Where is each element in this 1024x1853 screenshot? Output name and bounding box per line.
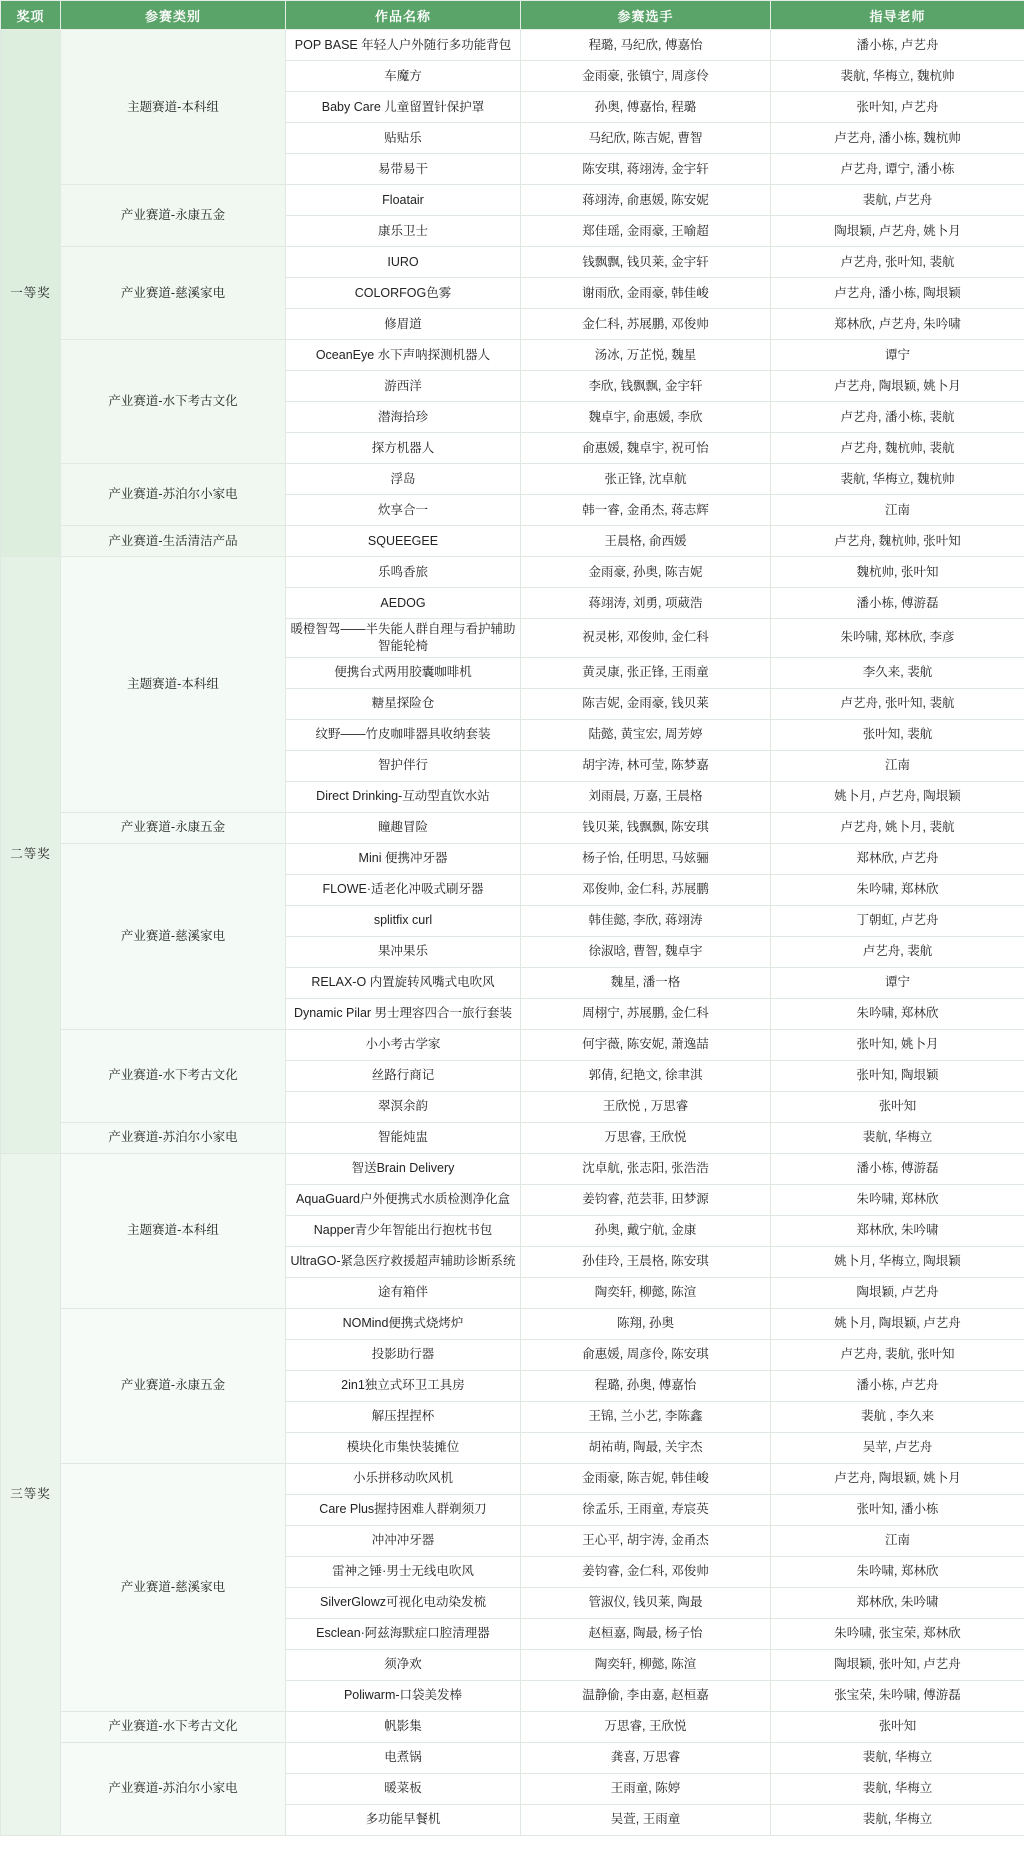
work-name-cell: 游西洋	[286, 371, 521, 402]
participants-cell: 孙奥, 戴宁航, 金康	[521, 1215, 771, 1246]
work-name-cell: 瞳趣冒险	[286, 812, 521, 843]
column-header-advisor: 指导老师	[771, 1, 1024, 30]
participants-cell: 姜钧睿, 金仁科, 邓俊帅	[521, 1556, 771, 1587]
work-name-cell: AquaGuard户外便携式水质检测净化盒	[286, 1184, 521, 1215]
work-name-cell: 2in1独立式环卫工具房	[286, 1370, 521, 1401]
work-name-cell: 便携台式两用胶囊咖啡机	[286, 657, 521, 688]
participants-cell: 管淑仪, 钱贝莱, 陶最	[521, 1587, 771, 1618]
table-row	[1, 1153, 1024, 1184]
participants-cell: 陆懿, 黄宝宏, 周芳婷	[521, 719, 771, 750]
table-row	[1, 1711, 1024, 1742]
work-name-cell: 暖菜板	[286, 1773, 521, 1804]
work-name-cell: Direct Drinking-互动型直饮水站	[286, 781, 521, 812]
work-name-cell: 小乐拼移动吹风机	[286, 1463, 521, 1494]
work-name-cell: 丝路行商记	[286, 1060, 521, 1091]
participants-cell: 汤冰, 万芷悦, 魏星	[521, 340, 771, 371]
participants-cell: 王晨格, 俞西媛	[521, 526, 771, 557]
work-name-cell: 电煮锅	[286, 1742, 521, 1773]
advisor-cell: 魏杭帅, 张叶知	[771, 557, 1024, 588]
advisor-cell: 姚卜月, 华梅立, 陶垠颖	[771, 1246, 1024, 1277]
column-header-team: 参赛选手	[521, 1, 771, 30]
work-name-cell: FLOWE·适老化冲吸式刷牙器	[286, 874, 521, 905]
advisor-cell: 丁朝虹, 卢艺舟	[771, 905, 1024, 936]
work-name-cell: 智能炖盅	[286, 1122, 521, 1153]
table-row	[1, 247, 1024, 278]
advisor-cell: 潘小栋, 傅游磊	[771, 588, 1024, 619]
advisor-cell: 姚卜月, 卢艺舟, 陶垠颖	[771, 781, 1024, 812]
table-row	[1, 1463, 1024, 1494]
column-header-category: 参赛类别	[61, 1, 286, 30]
table-row	[1, 30, 1024, 61]
advisor-cell: 郑林欣, 朱吟啸	[771, 1587, 1024, 1618]
work-name-cell: 炊享合一	[286, 495, 521, 526]
participants-cell: 沈卓航, 张志阳, 张浩浩	[521, 1153, 771, 1184]
work-name-cell: 乐鸣香旅	[286, 557, 521, 588]
participants-cell: 刘雨晨, 万嘉, 王晨格	[521, 781, 771, 812]
table-row	[1, 1742, 1024, 1773]
work-name-cell: 须净欢	[286, 1649, 521, 1680]
column-header-award: 奖项	[1, 1, 61, 30]
advisor-cell: 江南	[771, 1525, 1024, 1556]
participants-cell: 陈翔, 孙奥	[521, 1308, 771, 1339]
advisor-cell: 张叶知, 卢艺舟	[771, 92, 1024, 123]
advisor-cell: 陶垠颖, 张叶知, 卢艺舟	[771, 1649, 1024, 1680]
table-row	[1, 1308, 1024, 1339]
participants-cell: 马纪欣, 陈吉妮, 曹智	[521, 123, 771, 154]
advisor-cell: 卢艺舟, 陶垠颖, 姚卜月	[771, 1463, 1024, 1494]
advisor-cell: 张叶知, 陶垠颖	[771, 1060, 1024, 1091]
work-name-cell: Mini 便携冲牙器	[286, 843, 521, 874]
work-name-cell: 途有箱伴	[286, 1277, 521, 1308]
participants-cell: 陈吉妮, 金雨豪, 钱贝莱	[521, 688, 771, 719]
category-cell: 产业赛道-慈溪家电	[61, 843, 286, 1029]
work-name-cell: 易带易干	[286, 154, 521, 185]
advisor-cell: 朱吟啸, 张宝荣, 郑林欣	[771, 1618, 1024, 1649]
participants-cell: 郑佳瑶, 金雨豪, 王喻超	[521, 216, 771, 247]
work-name-cell: COLORFOG色雾	[286, 278, 521, 309]
participants-cell: 邓俊帅, 金仁科, 苏展鹏	[521, 874, 771, 905]
work-name-cell: IURO	[286, 247, 521, 278]
category-cell: 主题赛道-本科组	[61, 557, 286, 813]
advisor-cell: 谭宁	[771, 967, 1024, 998]
participants-cell: 王欣悦 , 万思睿	[521, 1091, 771, 1122]
table-row	[1, 843, 1024, 874]
participants-cell: 王雨童, 陈婷	[521, 1773, 771, 1804]
participants-cell: 魏星, 潘一格	[521, 967, 771, 998]
advisor-cell: 裴航, 华梅立	[771, 1122, 1024, 1153]
advisor-cell: 张叶知, 裴航	[771, 719, 1024, 750]
advisor-cell: 朱吟啸, 郑林欣	[771, 874, 1024, 905]
advisor-cell: 卢艺舟, 潘小栋, 裴航	[771, 402, 1024, 433]
work-name-cell: AEDOG	[286, 588, 521, 619]
advisor-cell: 卢艺舟, 裴航	[771, 936, 1024, 967]
work-name-cell: splitfix curl	[286, 905, 521, 936]
participants-cell: 赵桓嘉, 陶最, 杨子怡	[521, 1618, 771, 1649]
participants-cell: 姜钧睿, 范芸菲, 田梦源	[521, 1184, 771, 1215]
participants-cell: 胡祐萌, 陶最, 关宇杰	[521, 1432, 771, 1463]
advisor-cell: 卢艺舟, 裴航, 张叶知	[771, 1339, 1024, 1370]
work-name-cell: Care Plus握持困难人群剃须刀	[286, 1494, 521, 1525]
award-level-cell: 一等奖	[1, 30, 61, 557]
category-cell: 产业赛道-慈溪家电	[61, 1463, 286, 1711]
category-cell: 产业赛道-水下考古文化	[61, 340, 286, 464]
advisor-cell: 朱吟啸, 郑林欣, 李彦	[771, 619, 1024, 658]
award-level-cell: 二等奖	[1, 557, 61, 1154]
participants-cell: 谢雨欣, 金雨豪, 韩佳峻	[521, 278, 771, 309]
participants-cell: 蒋翊涛, 俞惠媛, 陈安妮	[521, 185, 771, 216]
advisor-cell: 卢艺舟, 潘小栋, 魏杭帅	[771, 123, 1024, 154]
column-header-work: 作品名称	[286, 1, 521, 30]
award-level-cell: 三等奖	[1, 1153, 61, 1835]
participants-cell: 龚喜, 万思睿	[521, 1742, 771, 1773]
advisor-cell: 裴航, 华梅立	[771, 1804, 1024, 1835]
advisor-cell: 裴航, 华梅立, 魏杭帅	[771, 464, 1024, 495]
work-name-cell: Floatair	[286, 185, 521, 216]
work-name-cell: 车魔方	[286, 61, 521, 92]
advisor-cell: 裴航, 华梅立	[771, 1742, 1024, 1773]
participants-cell: 蒋翊涛, 刘勇, 项葳浩	[521, 588, 771, 619]
participants-cell: 祝灵彬, 邓俊帅, 金仁科	[521, 619, 771, 658]
work-name-cell: Napper青少年智能出行抱枕书包	[286, 1215, 521, 1246]
work-name-cell: 果冲果乐	[286, 936, 521, 967]
advisor-cell: 裴航, 卢艺舟	[771, 185, 1024, 216]
work-name-cell: 修眉道	[286, 309, 521, 340]
participants-cell: 金雨豪, 张镇宁, 周彦伶	[521, 61, 771, 92]
advisor-cell: 吴苹, 卢艺舟	[771, 1432, 1024, 1463]
advisor-cell: 卢艺舟, 潘小栋, 陶垠颖	[771, 278, 1024, 309]
participants-cell: 万思睿, 王欣悦	[521, 1711, 771, 1742]
participants-cell: 吴萱, 王雨童	[521, 1804, 771, 1835]
work-name-cell: POP BASE 年轻人户外随行多功能背包	[286, 30, 521, 61]
participants-cell: 韩一睿, 金甬杰, 蒋志辉	[521, 495, 771, 526]
work-name-cell: 康乐卫士	[286, 216, 521, 247]
advisor-cell: 裴航 , 李久来	[771, 1401, 1024, 1432]
participants-cell: 陶奕轩, 柳懿, 陈渲	[521, 1649, 771, 1680]
work-name-cell: 智送Brain Delivery	[286, 1153, 521, 1184]
category-cell: 产业赛道-永康五金	[61, 812, 286, 843]
work-name-cell: 冲冲冲牙器	[286, 1525, 521, 1556]
participants-cell: 程璐, 孙奥, 傅嘉怡	[521, 1370, 771, 1401]
advisor-cell: 裴航, 华梅立	[771, 1773, 1024, 1804]
category-cell: 产业赛道-苏泊尔小家电	[61, 464, 286, 526]
category-cell: 产业赛道-苏泊尔小家电	[61, 1742, 286, 1835]
participants-cell: 孙奥, 傅嘉怡, 程璐	[521, 92, 771, 123]
participants-cell: 钱飘飘, 钱贝莱, 金宇轩	[521, 247, 771, 278]
participants-cell: 金雨豪, 孙奥, 陈吉妮	[521, 557, 771, 588]
advisor-cell: 卢艺舟, 谭宁, 潘小栋	[771, 154, 1024, 185]
participants-cell: 李欣, 钱飘飘, 金宇轩	[521, 371, 771, 402]
work-name-cell: 贴贴乐	[286, 123, 521, 154]
advisor-cell: 李久来, 裴航	[771, 657, 1024, 688]
table-row	[1, 1122, 1024, 1153]
category-cell: 产业赛道-水下考古文化	[61, 1711, 286, 1742]
work-name-cell: 模块化市集快装摊位	[286, 1432, 521, 1463]
work-name-cell: 投影助行器	[286, 1339, 521, 1370]
participants-cell: 王心平, 胡宇涛, 金甬杰	[521, 1525, 771, 1556]
participants-cell: 徐孟乐, 王雨童, 寿宸英	[521, 1494, 771, 1525]
advisor-cell: 郑林欣, 卢艺舟, 朱吟啸	[771, 309, 1024, 340]
participants-cell: 魏卓宇, 俞惠媛, 李欣	[521, 402, 771, 433]
advisor-cell: 潘小栋, 傅游磊	[771, 1153, 1024, 1184]
work-name-cell: RELAX-O 内置旋转风嘴式电吹风	[286, 967, 521, 998]
advisor-cell: 朱吟啸, 郑林欣	[771, 1184, 1024, 1215]
participants-cell: 金雨豪, 陈吉妮, 韩佳峻	[521, 1463, 771, 1494]
advisor-cell: 张叶知	[771, 1091, 1024, 1122]
participants-cell: 郭倩, 纪艳文, 徐聿淇	[521, 1060, 771, 1091]
work-name-cell: 翠溟余韵	[286, 1091, 521, 1122]
category-cell: 产业赛道-苏泊尔小家电	[61, 1122, 286, 1153]
work-name-cell: Baby Care 儿童留置针保护罩	[286, 92, 521, 123]
table-row	[1, 340, 1024, 371]
participants-cell: 孙佳玲, 王晨格, 陈安琪	[521, 1246, 771, 1277]
work-name-cell: 多功能早餐机	[286, 1804, 521, 1835]
participants-cell: 何宇薇, 陈安妮, 萧逸喆	[521, 1029, 771, 1060]
advisor-cell: 陶垠颖, 卢艺舟	[771, 1277, 1024, 1308]
work-name-cell: 纹野——竹皮咖啡器具收纳套装	[286, 719, 521, 750]
advisor-cell: 潘小栋, 卢艺舟	[771, 30, 1024, 61]
participants-cell: 俞惠媛, 魏卓宇, 祝可怡	[521, 433, 771, 464]
work-name-cell: 智护伴行	[286, 750, 521, 781]
participants-cell: 温静偷, 李由嘉, 赵桓嘉	[521, 1680, 771, 1711]
table-row	[1, 812, 1024, 843]
work-name-cell: Dynamic Pilar 男士理容四合一旅行套装	[286, 998, 521, 1029]
advisor-cell: 郑林欣, 卢艺舟	[771, 843, 1024, 874]
advisor-cell: 卢艺舟, 陶垠颖, 姚卜月	[771, 371, 1024, 402]
work-name-cell: SQUEEGEE	[286, 526, 521, 557]
advisor-cell: 朱吟啸, 郑林欣	[771, 1556, 1024, 1587]
advisor-cell: 卢艺舟, 张叶知, 裴航	[771, 247, 1024, 278]
work-name-cell: 小小考古学家	[286, 1029, 521, 1060]
advisor-cell: 江南	[771, 495, 1024, 526]
participants-cell: 张正锋, 沈卓航	[521, 464, 771, 495]
advisor-cell: 卢艺舟, 姚卜月, 裴航	[771, 812, 1024, 843]
work-name-cell: 探方机器人	[286, 433, 521, 464]
work-name-cell: 暖橙智驾——半失能人群自理与看护辅助智能轮椅	[286, 619, 521, 658]
advisor-cell: 姚卜月, 陶垠颖, 卢艺舟	[771, 1308, 1024, 1339]
work-name-cell: 浮岛	[286, 464, 521, 495]
advisor-cell: 张叶知	[771, 1711, 1024, 1742]
advisor-cell: 朱吟啸, 郑林欣	[771, 998, 1024, 1029]
work-name-cell: NOMind便携式烧烤炉	[286, 1308, 521, 1339]
participants-cell: 俞惠媛, 周彦伶, 陈安琪	[521, 1339, 771, 1370]
work-name-cell: 潜海拾珍	[286, 402, 521, 433]
work-name-cell: UltraGO-紧急医疗救援超声辅助诊断系统	[286, 1246, 521, 1277]
category-cell: 产业赛道-慈溪家电	[61, 247, 286, 340]
work-name-cell: 解压捏捏杯	[286, 1401, 521, 1432]
table-body	[1, 30, 1024, 1836]
table-row	[1, 526, 1024, 557]
participants-cell: 程璐, 马纪欣, 傅嘉怡	[521, 30, 771, 61]
advisor-cell: 谭宁	[771, 340, 1024, 371]
participants-cell: 黄灵康, 张正锋, 王雨童	[521, 657, 771, 688]
participants-cell: 杨子怡, 任明思, 马妶骊	[521, 843, 771, 874]
participants-cell: 徐淑晗, 曹智, 魏卓宇	[521, 936, 771, 967]
participants-cell: 周栩宁, 苏展鹏, 金仁科	[521, 998, 771, 1029]
category-cell: 产业赛道-永康五金	[61, 1308, 286, 1463]
advisor-cell: 陶垠颖, 卢艺舟, 姚卜月	[771, 216, 1024, 247]
category-cell: 主题赛道-本科组	[61, 1153, 286, 1308]
participants-cell: 王锦, 兰小艺, 李陈鑫	[521, 1401, 771, 1432]
table-row	[1, 1029, 1024, 1060]
category-cell: 主题赛道-本科组	[61, 30, 286, 185]
participants-cell: 钱贝莱, 钱飘飘, 陈安琪	[521, 812, 771, 843]
table-row	[1, 185, 1024, 216]
category-cell: 产业赛道-水下考古文化	[61, 1029, 286, 1122]
advisor-cell: 张宝荣, 朱吟啸, 傅游磊	[771, 1680, 1024, 1711]
work-name-cell: 帆影集	[286, 1711, 521, 1742]
advisor-cell: 张叶知, 姚卜月	[771, 1029, 1024, 1060]
participants-cell: 胡宇涛, 林可莹, 陈梦嘉	[521, 750, 771, 781]
work-name-cell: OceanEye 水下声呐探测机器人	[286, 340, 521, 371]
advisor-cell: 卢艺舟, 魏杭帅, 张叶知	[771, 526, 1024, 557]
table-row	[1, 557, 1024, 588]
participants-cell: 陈安琪, 蒋翊涛, 金宇轩	[521, 154, 771, 185]
advisor-cell: 潘小栋, 卢艺舟	[771, 1370, 1024, 1401]
category-cell: 产业赛道-永康五金	[61, 185, 286, 247]
work-name-cell: Poliwarm-口袋美发棒	[286, 1680, 521, 1711]
participants-cell: 韩佳懿, 李欣, 蒋翊涛	[521, 905, 771, 936]
participants-cell: 金仁科, 苏展鹏, 邓俊帅	[521, 309, 771, 340]
participants-cell: 陶奕轩, 柳懿, 陈渲	[521, 1277, 771, 1308]
category-cell: 产业赛道-生活清洁产品	[61, 526, 286, 557]
table-row	[1, 464, 1024, 495]
table-header-row	[1, 1, 1024, 30]
advisor-cell: 卢艺舟, 魏杭帅, 裴航	[771, 433, 1024, 464]
work-name-cell: 雷神之锤·男士无线电吹风	[286, 1556, 521, 1587]
participants-cell: 万思睿, 王欣悦	[521, 1122, 771, 1153]
advisor-cell: 裴航, 华梅立, 魏杭帅	[771, 61, 1024, 92]
advisor-cell: 江南	[771, 750, 1024, 781]
advisor-cell: 郑林欣, 朱吟啸	[771, 1215, 1024, 1246]
advisor-cell: 张叶知, 潘小栋	[771, 1494, 1024, 1525]
work-name-cell: SilverGlowz可视化电动染发梳	[286, 1587, 521, 1618]
work-name-cell: Esclean·阿兹海默症口腔清理器	[286, 1618, 521, 1649]
work-name-cell: 糖星探险仓	[286, 688, 521, 719]
advisor-cell: 卢艺舟, 张叶知, 裴航	[771, 688, 1024, 719]
